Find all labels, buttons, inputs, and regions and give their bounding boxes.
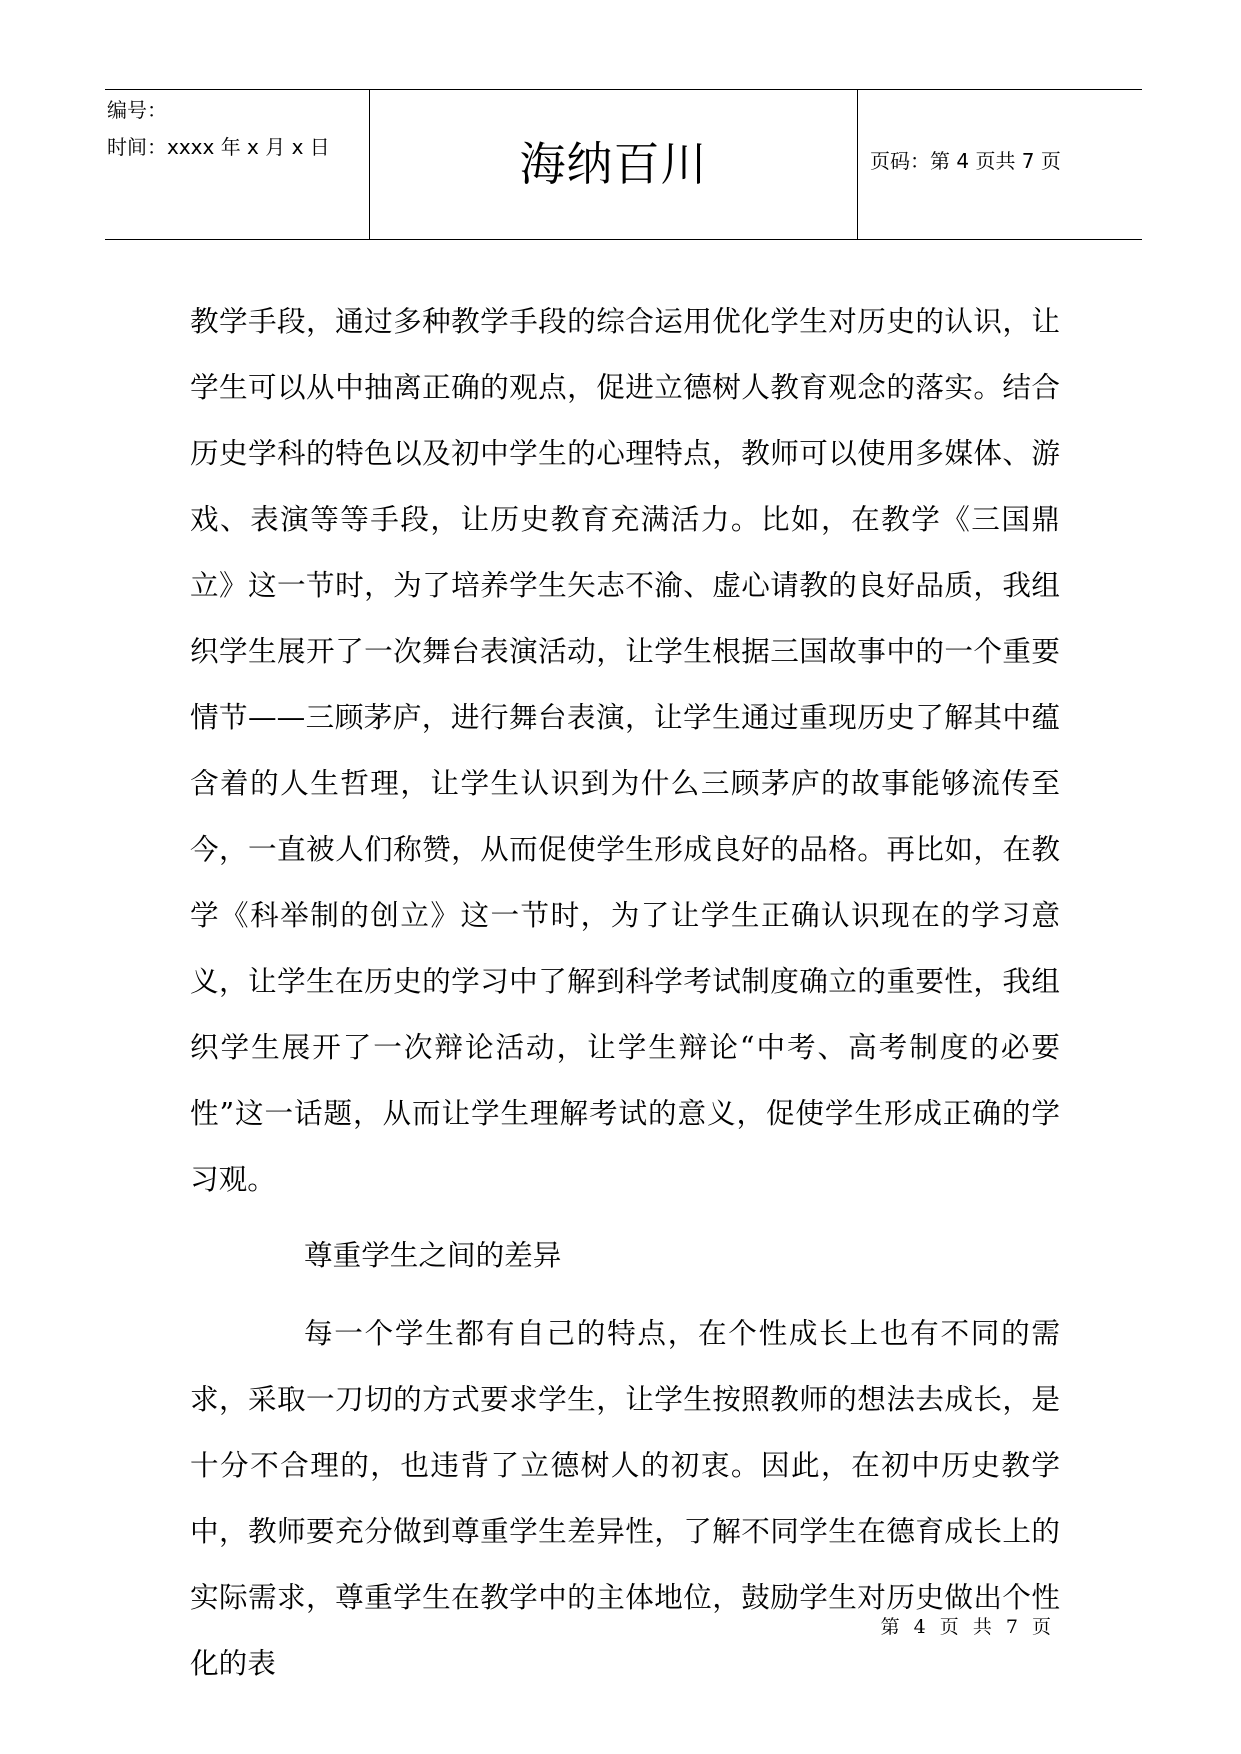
header-right-cell (858, 90, 1142, 239)
brand-title: 海纳百川 (519, 137, 708, 191)
page-footer: 第 4 页 共 7 页 (880, 1616, 1055, 1638)
page-number-label: 页码：第 4 页共 7 页 (870, 149, 1061, 173)
header-left-cell (105, 90, 370, 239)
document-time-label: 时间：xxxx 年 x 月 x 日 (107, 135, 330, 159)
header-center-cell (370, 90, 858, 239)
document-header (105, 89, 1142, 240)
body-paragraph: 教学手段，通过多种教学手段的综合运用优化学生对历史的认识，让学生可以从中抽离正确的观点，促进立德树人教育观念的落实。结合历史学科的特色以及初中学生的心理特点，教师可以使用多媒体、游戏、表演等等手段，让历史教育充满活力。比如，在教学《三国鼎立》这一节时，为了培养学生矢志不渝、虚心请教的良好品质，我组织学生展开了一次舞台表演活动，让学生根据三国故事中的一个重要情节——三顾茅庐，进行舞台表演，让学生通过重现历史了解其中蕴含着的人生哲理，让学生认识到为什么三顾茅庐的故事能够流传至今，一直被人们称赞，从而促使学生形成良好的品格。再比如，在教学《科举制的创立》这一节时，为了让学生正确认识现在的学习意义，让学生在历史的学习中了解到科学考试制度确立的重要性，我组织学生展开了一次辩论活动，让学生辩论“中考、高考制度的必要性”这一话题，从而让学生理解考试的意义，促使学生形成正确的学习观。 (190, 304, 1060, 1196)
body-paragraph: 每一个学生都有自己的特点，在个性成长上也有不同的需求，采取一刀切的方式要求学生，让学生按照教师的想法去成长，是十分不合理的，也违背了立德树人的初衷。因此，在初中历史教学中，教师要充分做到尊重学生差异性，了解不同学生在德育成长上的实际需求，尊重学生在教学中的主体地位，鼓励学生对历史做出个性化的表 (190, 1316, 1060, 1680)
section-subheading: 尊重学生之间的差异 (304, 1238, 562, 1272)
document-number-label: 编号： (107, 98, 167, 122)
document-body (190, 288, 1060, 1696)
